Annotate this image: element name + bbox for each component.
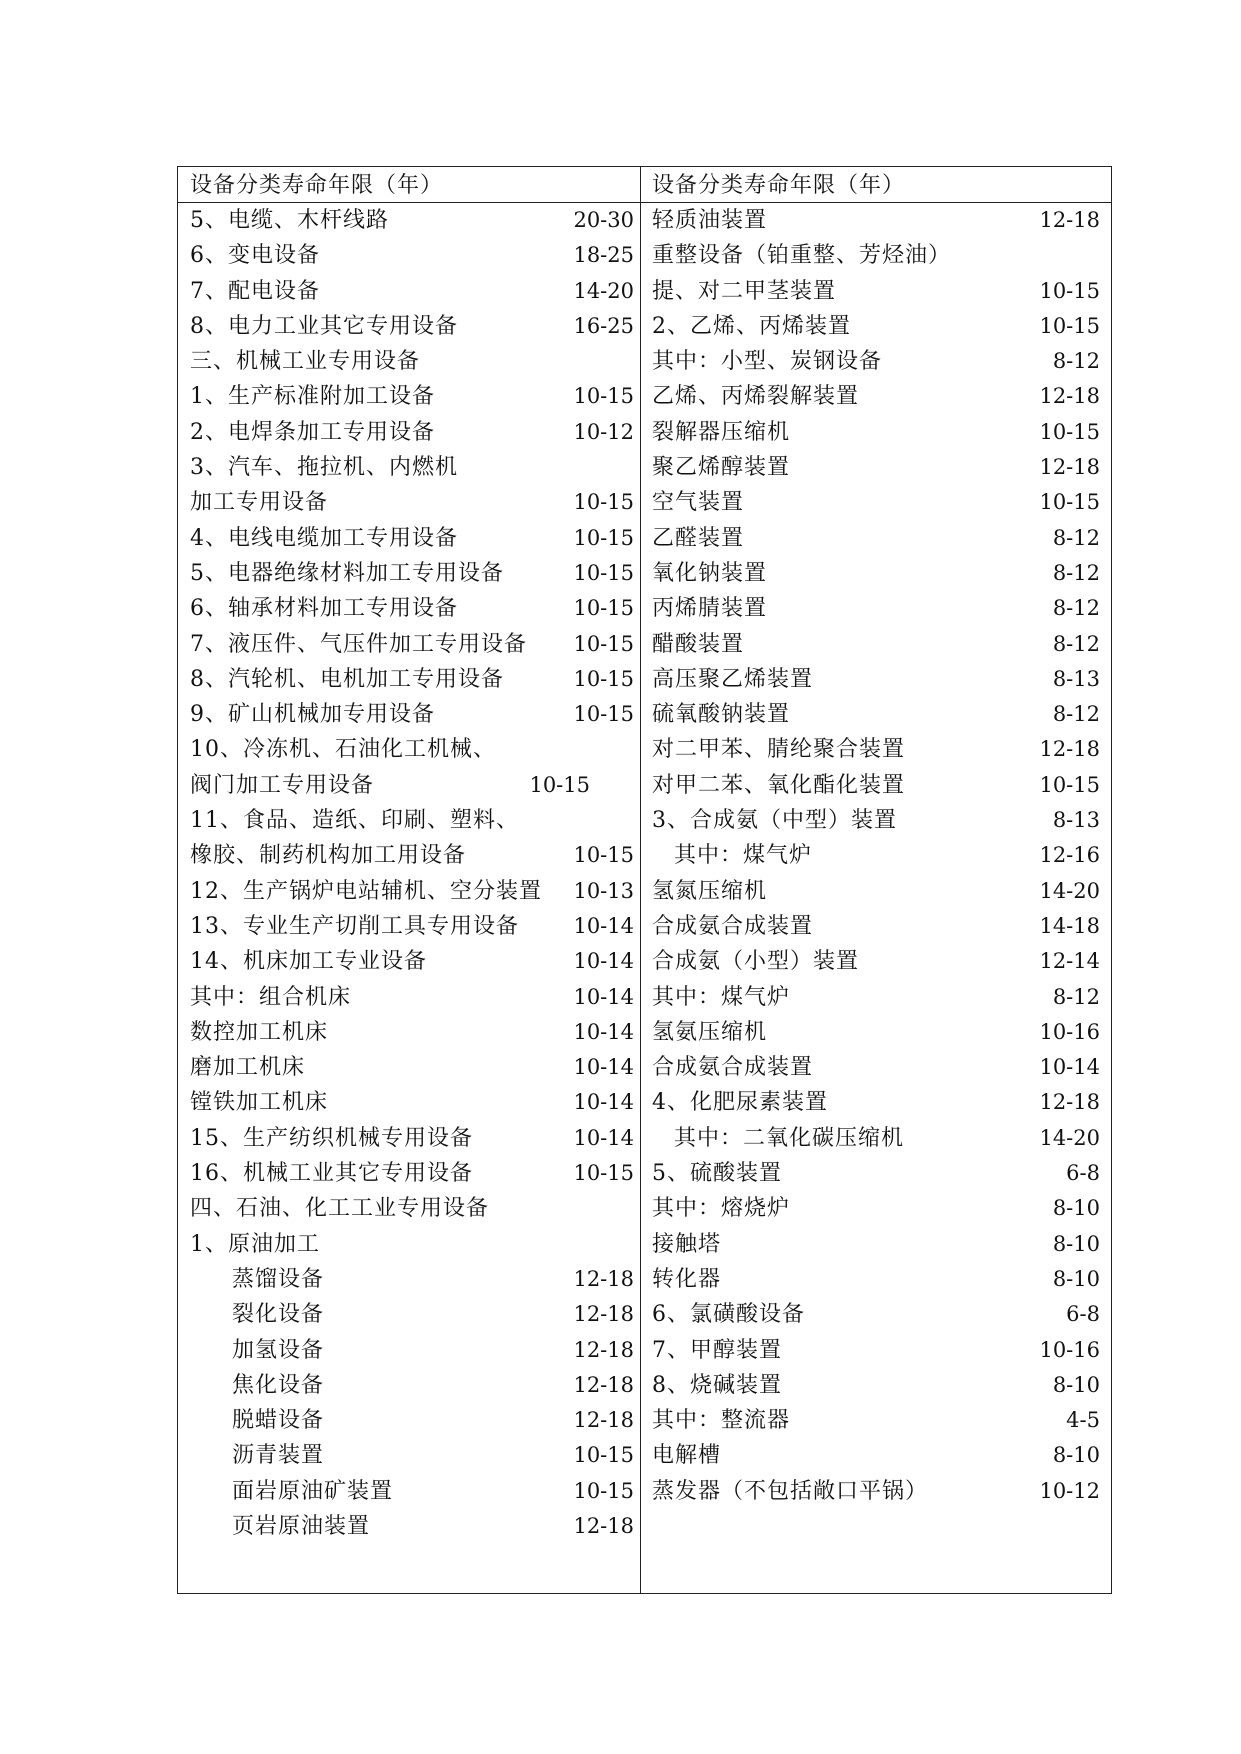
table-row xyxy=(190,1015,634,1050)
table-row xyxy=(190,1050,634,1085)
column-divider xyxy=(640,167,641,1593)
row-label: 丙烯腈装置 xyxy=(652,596,768,622)
table-row xyxy=(190,944,634,979)
row-label: 重整设备（铂重整、芳烃油） xyxy=(652,243,952,269)
row-label: 脱蜡设备 xyxy=(232,1408,325,1434)
row-label: 磨加工机床 xyxy=(190,1055,306,1081)
table-row xyxy=(190,1156,634,1191)
row-label: 加氢设备 xyxy=(232,1337,325,1363)
table-row xyxy=(190,874,634,909)
table-row xyxy=(190,1333,634,1368)
table-row xyxy=(652,485,1112,520)
row-life-years: 10-15 xyxy=(573,666,634,691)
table-row xyxy=(652,1050,1112,1085)
row-life-years: 12-18 xyxy=(1039,737,1100,762)
row-label: 蒸发器（不包括敞口平锅） xyxy=(652,1478,929,1504)
table-row xyxy=(190,556,634,591)
row-label: 13、专业生产切削工具专用设备 xyxy=(190,913,519,939)
table-row xyxy=(652,1262,1112,1297)
row-label: 3、合成氨（中型）装置 xyxy=(652,808,897,834)
table-row xyxy=(652,203,1112,238)
row-label: 电解槽 xyxy=(652,1443,722,1469)
table-row xyxy=(190,344,634,379)
row-life-years: 12-18 xyxy=(1039,455,1100,480)
row-label: 3、汽车、拖拉机、内燃机 xyxy=(190,455,458,481)
row-label: 其中：二氧化碳压缩机 xyxy=(674,1125,905,1151)
row-label: 其中：小型、炭钢设备 xyxy=(652,349,883,375)
table-row xyxy=(190,1085,634,1120)
row-life-years: 10-14 xyxy=(1039,1055,1100,1080)
table-row xyxy=(190,309,634,344)
row-label: 合成氨（小型）装置 xyxy=(652,949,860,975)
table-row xyxy=(190,1509,634,1544)
table-row xyxy=(190,1403,634,1438)
row-label: 数控加工机床 xyxy=(190,1019,329,1045)
row-life-years: 16-25 xyxy=(573,313,634,338)
table-row xyxy=(652,1085,1112,1120)
row-label: 合成氨合成装置 xyxy=(652,1055,814,1081)
row-label: 5、电缆、木杆线路 xyxy=(190,208,389,233)
row-life-years: 10-15 xyxy=(573,702,634,727)
table-row xyxy=(190,450,634,485)
row-label: 5、电器绝缘材料加工专用设备 xyxy=(190,560,504,586)
row-life-years: 8-12 xyxy=(1052,702,1100,727)
table-row xyxy=(652,1368,1112,1403)
table-row xyxy=(652,1438,1112,1473)
table-row xyxy=(652,768,1112,803)
row-life-years: 10-15 xyxy=(573,1161,634,1186)
table-row xyxy=(652,1227,1112,1262)
row-life-years: 14-18 xyxy=(1039,913,1100,938)
row-label: 14、机床加工专业设备 xyxy=(190,949,427,975)
row-label: 页岩原油装置 xyxy=(232,1513,371,1539)
row-life-years: 18-25 xyxy=(573,243,634,268)
table-row xyxy=(190,1191,634,1226)
row-label: 氢氨压缩机 xyxy=(652,1019,768,1045)
row-life-years: 10-14 xyxy=(573,1090,634,1115)
table-row xyxy=(652,379,1112,414)
table-row xyxy=(190,662,634,697)
table-row xyxy=(190,980,634,1015)
table-row xyxy=(652,450,1112,485)
row-label: 氧化钠装置 xyxy=(652,560,768,586)
table-row xyxy=(190,732,634,767)
table-row xyxy=(652,1015,1112,1050)
row-label: 三、机械工业专用设备 xyxy=(190,349,421,375)
table-row xyxy=(190,1438,634,1473)
row-label: 其中：煤气炉 xyxy=(674,843,813,869)
table-row xyxy=(652,309,1112,344)
row-label: 10、冷冻机、石油化工机械、 xyxy=(190,737,496,763)
table-row xyxy=(652,838,1112,873)
row-label: 高压聚乙烯装置 xyxy=(652,666,814,692)
table-row xyxy=(190,697,634,732)
right-column xyxy=(652,167,1112,1509)
table-row xyxy=(190,1227,634,1262)
row-label: 2、乙烯、丙烯装置 xyxy=(652,313,851,339)
row-label: 4、化肥尿素装置 xyxy=(652,1090,828,1116)
row-label: 提、对二甲茎装置 xyxy=(652,278,837,304)
table-row xyxy=(190,415,634,450)
right-column-header: 设备分类寿命年限（年） xyxy=(652,173,906,198)
row-life-years: 10-15 xyxy=(573,490,634,515)
table-row xyxy=(190,909,634,944)
row-label: 氢氮压缩机 xyxy=(652,878,768,904)
left-column xyxy=(190,167,634,1544)
right-column-rows xyxy=(652,203,1112,1509)
row-label: 8、电力工业其它专用设备 xyxy=(190,313,458,339)
row-life-years: 10-15 xyxy=(573,384,634,409)
row-life-years: 10-15 xyxy=(573,843,634,868)
table-row xyxy=(190,1368,634,1403)
table-row xyxy=(652,556,1112,591)
row-life-years: 12-18 xyxy=(573,1337,634,1362)
equipment-life-table xyxy=(177,166,1112,1594)
row-life-years: 8-12 xyxy=(1052,525,1100,550)
row-label: 2、电焊条加工专用设备 xyxy=(190,419,435,445)
row-life-years: 12-18 xyxy=(573,1513,634,1538)
table-row xyxy=(190,1121,634,1156)
table-row xyxy=(190,379,634,414)
row-life-years: 8-10 xyxy=(1052,1443,1100,1468)
row-label: 11、食品、造纸、印刷、塑料、 xyxy=(190,808,519,834)
row-life-years: 10-14 xyxy=(573,913,634,938)
row-label: 6、氯磺酸设备 xyxy=(652,1302,805,1328)
table-row xyxy=(190,838,634,873)
row-life-years: 6-8 xyxy=(1066,1302,1100,1327)
table-row xyxy=(190,203,634,238)
row-life-years: 8-13 xyxy=(1052,808,1100,833)
row-label: 8、烧碱装置 xyxy=(652,1372,782,1398)
row-label: 其中：组合机床 xyxy=(190,984,352,1010)
row-life-years: 10-14 xyxy=(573,1125,634,1150)
row-label: 16、机械工业其它专用设备 xyxy=(190,1161,473,1187)
table-row xyxy=(652,1297,1112,1332)
row-life-years: 8-12 xyxy=(1052,631,1100,656)
table-row xyxy=(652,238,1112,273)
row-life-years: 10-12 xyxy=(1039,1478,1100,1503)
row-label: 1、原油加工 xyxy=(190,1231,320,1257)
table-row xyxy=(652,1333,1112,1368)
row-label: 7、配电设备 xyxy=(190,278,320,304)
table-row xyxy=(652,1474,1112,1509)
table-row xyxy=(190,485,634,520)
row-life-years: 12-18 xyxy=(573,1302,634,1327)
table-row xyxy=(190,521,634,556)
row-label: 裂解器压缩机 xyxy=(652,419,791,445)
row-label: 9、矿山机械加专用设备 xyxy=(190,702,435,728)
row-label: 轻质油装置 xyxy=(652,208,768,233)
row-life-years: 12-18 xyxy=(1039,384,1100,409)
row-life-years: 10-15 xyxy=(573,1443,634,1468)
row-life-years: 12-14 xyxy=(1039,949,1100,974)
row-life-years: 8-10 xyxy=(1052,1196,1100,1221)
row-life-years: 10-15 xyxy=(529,772,590,797)
table-row xyxy=(652,415,1112,450)
row-label: 空气装置 xyxy=(652,490,745,516)
row-label: 1、生产标准附加工设备 xyxy=(190,384,435,410)
table-row xyxy=(652,274,1112,309)
row-life-years: 10-14 xyxy=(573,1055,634,1080)
row-life-years: 10-14 xyxy=(573,984,634,1009)
row-label: 裂化设备 xyxy=(232,1302,325,1328)
row-life-years: 10-15 xyxy=(1039,490,1100,515)
row-label: 橡胶、制药机构加工用设备 xyxy=(190,843,467,869)
table-row xyxy=(652,1156,1112,1191)
row-label: 四、石油、化工工业专用设备 xyxy=(190,1196,490,1222)
row-label: 12、生产锅炉电站辅机、空分装置 xyxy=(190,878,542,904)
row-life-years: 10-15 xyxy=(573,560,634,585)
row-label: 合成氨合成装置 xyxy=(652,913,814,939)
row-label: 乙烯、丙烯裂解装置 xyxy=(652,384,860,410)
row-life-years: 10-15 xyxy=(573,596,634,621)
row-life-years: 10-14 xyxy=(573,949,634,974)
table-row xyxy=(652,732,1112,767)
table-row xyxy=(652,627,1112,662)
table-row xyxy=(652,1403,1112,1438)
row-life-years: 10-15 xyxy=(1039,772,1100,797)
row-label: 沥青装置 xyxy=(232,1443,325,1469)
row-life-years: 8-12 xyxy=(1052,560,1100,585)
table-row xyxy=(190,1262,634,1297)
row-label: 镗铁加工机床 xyxy=(190,1090,329,1116)
row-label: 接触塔 xyxy=(652,1231,722,1257)
table-row xyxy=(652,697,1112,732)
row-label: 醋酸装置 xyxy=(652,631,745,657)
row-life-years: 8-10 xyxy=(1052,1266,1100,1291)
left-column-rows xyxy=(190,203,634,1544)
row-life-years: 10-16 xyxy=(1039,1019,1100,1044)
table-row xyxy=(652,344,1112,379)
row-label: 乙醛装置 xyxy=(652,525,745,551)
row-label: 蒸馏设备 xyxy=(232,1266,325,1292)
row-label: 对二甲苯、腈纶聚合装置 xyxy=(652,737,906,763)
row-label: 转化器 xyxy=(652,1266,722,1292)
table-row xyxy=(652,803,1112,838)
row-life-years: 8-10 xyxy=(1052,1372,1100,1397)
row-label: 6、轴承材料加工专用设备 xyxy=(190,596,458,622)
table-row xyxy=(190,1297,634,1332)
table-row xyxy=(652,874,1112,909)
row-life-years: 12-16 xyxy=(1039,843,1100,868)
row-label: 7、液压件、气压件加工专用设备 xyxy=(190,631,527,657)
row-life-years: 12-18 xyxy=(573,1372,634,1397)
row-label: 其中：熔烧炉 xyxy=(652,1196,791,1222)
row-life-years: 10-15 xyxy=(573,631,634,656)
row-life-years: 20-30 xyxy=(573,208,634,232)
row-label: 其中：整流器 xyxy=(652,1408,791,1434)
table-row xyxy=(652,1191,1112,1226)
row-label: 对甲二苯、氧化酯化装置 xyxy=(652,772,906,798)
row-life-years: 6-8 xyxy=(1066,1161,1100,1186)
row-label: 聚乙烯醇装置 xyxy=(652,455,791,481)
row-life-years: 12-18 xyxy=(1039,208,1100,232)
row-label: 4、电线电缆加工专用设备 xyxy=(190,525,458,551)
table-row xyxy=(652,1121,1112,1156)
table-row xyxy=(190,1474,634,1509)
table-row xyxy=(190,768,634,803)
row-life-years: 10-12 xyxy=(573,419,634,444)
row-label: 焦化设备 xyxy=(232,1372,325,1398)
row-life-years: 10-15 xyxy=(1039,419,1100,444)
left-column-header: 设备分类寿命年限（年） xyxy=(190,173,444,198)
row-life-years: 8-12 xyxy=(1052,596,1100,621)
table-row xyxy=(652,662,1112,697)
table-row xyxy=(652,591,1112,626)
row-life-years: 14-20 xyxy=(1039,1125,1100,1150)
row-label: 阀门加工专用设备 xyxy=(190,772,375,798)
row-life-years: 12-18 xyxy=(1039,1090,1100,1115)
row-label: 面岩原油矿装置 xyxy=(232,1478,394,1504)
row-life-years: 14-20 xyxy=(1039,878,1100,903)
row-label: 6、变电设备 xyxy=(190,243,320,269)
table-row xyxy=(190,238,634,273)
row-life-years: 8-10 xyxy=(1052,1231,1100,1256)
table-row xyxy=(190,274,634,309)
row-label: 加工专用设备 xyxy=(190,490,329,516)
row-life-years: 12-18 xyxy=(573,1266,634,1291)
row-life-years: 10-14 xyxy=(573,1019,634,1044)
row-life-years: 8-12 xyxy=(1052,349,1100,374)
row-life-years: 12-18 xyxy=(573,1408,634,1433)
table-row xyxy=(652,944,1112,979)
table-row xyxy=(652,980,1112,1015)
table-row xyxy=(190,591,634,626)
table-row xyxy=(190,803,634,838)
row-life-years: 10-15 xyxy=(1039,313,1100,338)
row-label: 其中：煤气炉 xyxy=(652,984,791,1010)
row-life-years: 8-12 xyxy=(1052,984,1100,1009)
row-label: 15、生产纺织机械专用设备 xyxy=(190,1125,473,1151)
row-life-years: 4-5 xyxy=(1066,1408,1100,1433)
row-life-years: 10-15 xyxy=(1039,278,1100,303)
row-life-years: 14-20 xyxy=(573,278,634,303)
row-label: 5、硫酸装置 xyxy=(652,1161,782,1187)
row-life-years: 10-15 xyxy=(573,1478,634,1503)
table-row xyxy=(190,627,634,662)
row-label: 8、汽轮机、电机加工专用设备 xyxy=(190,666,504,692)
table-row xyxy=(652,521,1112,556)
row-life-years: 8-13 xyxy=(1052,666,1100,691)
row-life-years: 10-16 xyxy=(1039,1337,1100,1362)
row-label: 7、甲醇装置 xyxy=(652,1337,782,1363)
table-row xyxy=(652,909,1112,944)
row-life-years: 10-13 xyxy=(573,878,634,903)
row-life-years: 10-15 xyxy=(573,525,634,550)
row-label: 硫氧酸钠装置 xyxy=(652,702,791,728)
